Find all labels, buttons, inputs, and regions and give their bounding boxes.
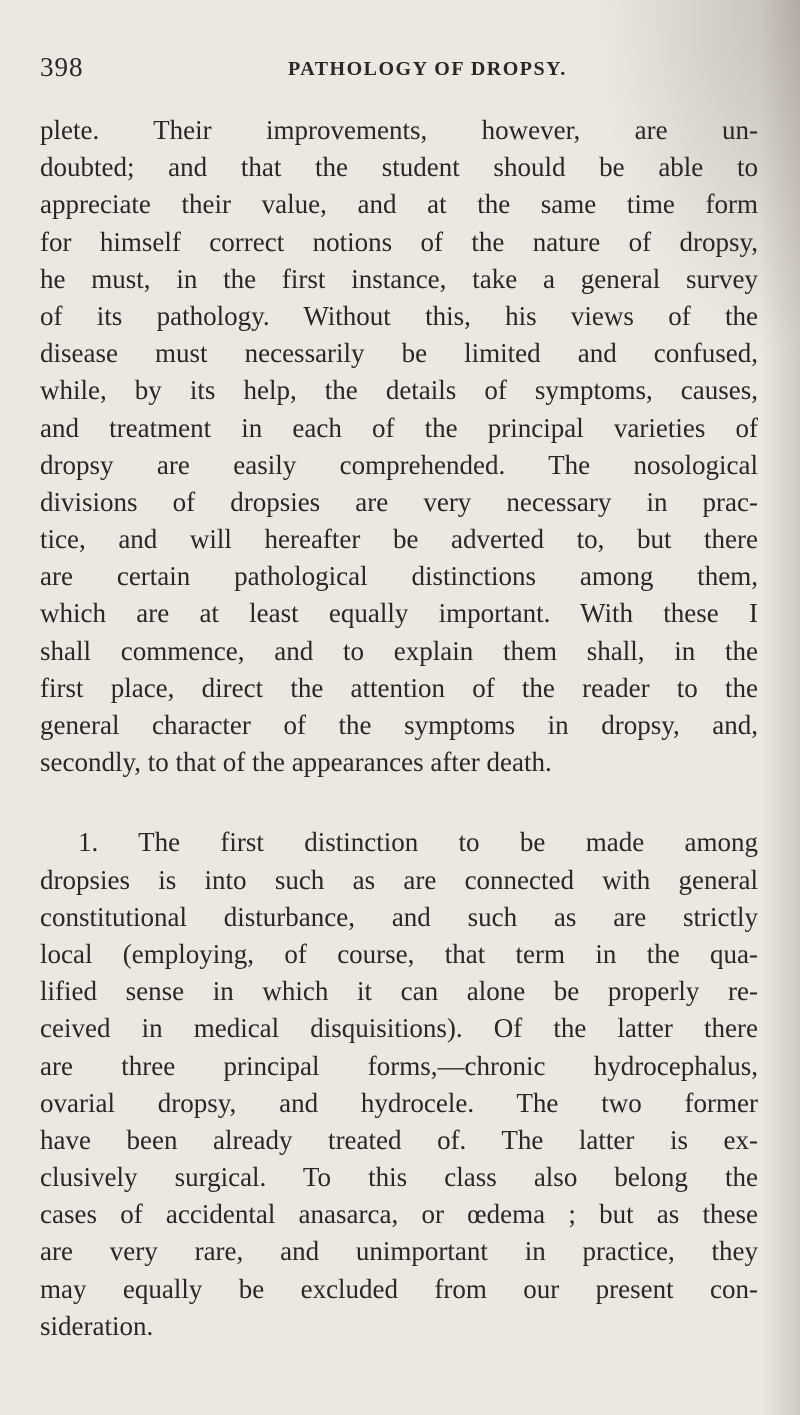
text-line: plete. Their improvements, however, are un- — [40, 115, 758, 145]
paragraph-1 — [40, 112, 758, 781]
text-line: are certain pathological distinctions among them, — [40, 561, 758, 592]
text-line: are three principal forms,—chronic hydrocephalus, — [40, 1050, 758, 1081]
text-line: local (employing, of course, that term in the qua- — [40, 938, 758, 969]
text-line: which are at least equally important. With these I — [40, 598, 758, 629]
paragraph-2 — [40, 824, 758, 1345]
text-line: constitutional disturbance, and such as are strictly — [40, 901, 758, 932]
body-text — [40, 112, 758, 1345]
text-line: have been already treated of. The latter is ex- — [40, 1124, 758, 1155]
text-line: 1. The first distinction to be made among — [78, 827, 758, 858]
text-line: of its pathology. Without this, his views of the — [40, 300, 758, 331]
text-line: are very rare, and unimportant in practice, they — [40, 1236, 758, 1267]
page-number: 398 — [40, 52, 84, 82]
text-line: first place, direct the attention of the reader to the — [40, 672, 758, 703]
text-line: ovarial dropsy, and hydrocele. The two former — [40, 1087, 758, 1118]
text-line: doubted; and that the student should be able to — [40, 152, 758, 183]
text-line: and treatment in each of the principal varieties of — [40, 412, 758, 443]
text-line: dropsy are easily comprehended. The nosological — [40, 449, 758, 480]
text-line: disease must necessarily be limited and confused, — [40, 338, 758, 369]
text-line: sideration. — [40, 1310, 154, 1341]
text-line: ceived in medical disquisitions). Of the latter there — [40, 1013, 758, 1044]
text-line: secondly, to that of the appearances after death. — [40, 747, 552, 778]
page-header — [40, 50, 740, 90]
text-line: cases of accidental anasarca, or œdema ; but as these — [40, 1199, 758, 1230]
text-line: divisions of dropsies are very necessary in prac- — [40, 486, 758, 517]
text-line: lified sense in which it can alone be properly re- — [40, 976, 758, 1007]
text-line: dropsies is into such as are connected with general — [40, 864, 758, 895]
text-line: may equally be excluded from our present con- — [40, 1273, 758, 1304]
paragraph-gap — [40, 781, 758, 824]
text-line: clusively surgical. To this class also belong the — [40, 1162, 758, 1193]
text-line: he must, in the first instance, take a general survey — [40, 263, 758, 294]
text-line: for himself correct notions of the nature of dropsy, — [40, 226, 758, 257]
running-head: PATHOLOGY OF DROPSY. — [288, 58, 567, 80]
text-line: while, by its help, the details of symptoms, causes, — [40, 375, 758, 406]
text-line: tice, and will hereafter be adverted to, but there — [40, 524, 758, 555]
text-line: appreciate their value, and at the same time form — [40, 189, 758, 220]
text-line: shall commence, and to explain them shall, in the — [40, 635, 758, 666]
text-line: general character of the symptoms in dropsy, and, — [40, 710, 758, 740]
